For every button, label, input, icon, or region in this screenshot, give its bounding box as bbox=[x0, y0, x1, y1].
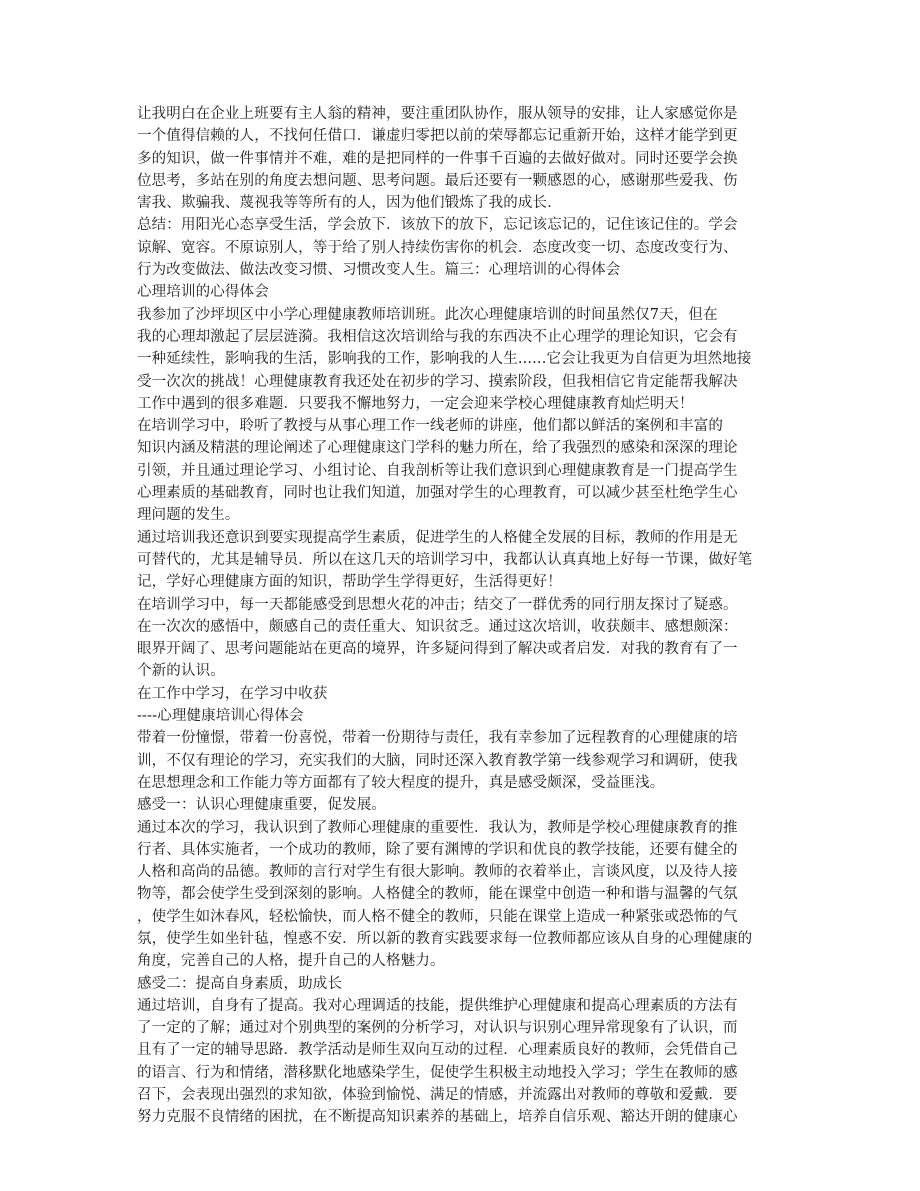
text-line: 在培训学习中，每一天都能感受到思想火花的冲击；结交了一群优秀的同行朋友探讨了疑惑。 bbox=[137, 596, 738, 613]
text-line: 氛，使学生如坐针毡，惶惑不安．所以新的教育实践要求每一位教师都应该从自身的心理健康的 bbox=[137, 930, 753, 947]
text-line: 一个值得信赖的人，不找何任借口．谦虚归零把以前的荣辱都忘记重新开始，这样才能学到更 bbox=[137, 128, 738, 145]
section-heading: 感受一：认识心理健康重要，促发展。 bbox=[137, 797, 387, 814]
text-line: 角度，完善自己的人格，提升自己的人格魅力。 bbox=[137, 953, 445, 970]
text-line: ，使学生如沐春风，轻松愉快，而人格不健全的教师，只能在课堂上造成一种紧张或恐怖的气 bbox=[137, 908, 738, 925]
text-line: 引领，并且通过理论学习、小组讨论、自我剖析等让我们意识到心理健康教育是一门提高学生 bbox=[137, 462, 738, 479]
text-line: 人格和高尚的品德。教师的言行对学生有很大影响。教师的衣着举止，言谈风度，以及待人接 bbox=[137, 864, 738, 881]
text-line: 行为改变做法、做法改变习惯、习惯改变人生。篇三：心理培训的心得体会 bbox=[137, 262, 621, 279]
text-line: 受一次次的挑战！心理健康教育我还处在初步的学习、摸索阶段，但我相信它肯定能帮我解决 bbox=[137, 373, 738, 390]
text-line: 通过培训，自身有了提高。我对心理调适的技能，提供维护心理健康和提高心理素质的方法有 bbox=[137, 997, 738, 1014]
section-heading: 感受二：提高自身素质，助成长 bbox=[137, 975, 343, 992]
text-line: 带着一份憧憬，带着一份喜悦，带着一份期待与责任，我有幸参加了远程教育的心理健康的培 bbox=[137, 730, 738, 747]
text-line: 一种延续性，影响我的生活，影响我的工作，影响我的人生......它会让我更为自信更为坦然地接 bbox=[137, 351, 752, 368]
text-line: 知识内涵及精湛的理论阐述了心理健康这门学科的魅力所在，给了我强烈的感染和深深的理论 bbox=[137, 440, 738, 457]
text-line: 在一次次的感悟中，颇感自己的责任重大、知识贫乏。通过这次培训，收获颇丰、感想颇深： bbox=[137, 618, 738, 635]
text-line: 我参加了沙坪坝区中小学心理健康教师培训班。此次心理健康培训的时间虽然仅7天，但在 bbox=[137, 306, 718, 323]
text-line: 位思考，多站在别的角度去想问题、思考问题。最后还要有一颗感恩的心，感谢那些爱我、伤 bbox=[137, 172, 738, 189]
text-line: 在培训学习中，聆听了教授与从事心理工作一线老师的讲座，他们都以鲜活的案例和丰富的 bbox=[137, 418, 723, 435]
text-line: 召下，会表现出强烈的求知欲，体验到愉悦、满足的情感，并流露出对教师的尊敬和爱戴．要 bbox=[137, 1087, 738, 1104]
section-title: 心理培训的心得体会 bbox=[137, 284, 269, 301]
text-line: 眼界开阔了、思考问题能站在更高的境界，许多疑问得到了解决或者启发．对我的教育有了一 bbox=[137, 641, 738, 658]
text-line: 理问题的发生。 bbox=[137, 507, 240, 524]
text-line: 记，学好心理健康方面的知识，帮助学生学得更好，生活得更好！ bbox=[137, 574, 562, 591]
text-line: 工作中遇到的很多难题．只要我不懈地努力，一定会迎来学校心理健康教育灿烂明天！ bbox=[137, 395, 694, 412]
text-line: 害我、欺骗我、蔑视我等等所有的人，因为他们锻炼了我的成长． bbox=[137, 195, 562, 212]
text-line: 可替代的，尤其是辅导员．所以在这几天的培训学习中，我都认认真真地上好每一节课，做好笔 bbox=[137, 551, 753, 568]
text-line: 通过本次的学习，我认识到了教师心理健康的重要性．我认为，教师是学校心理健康教育的推 bbox=[137, 819, 738, 836]
text-line: 且有了一定的辅导思路．教学活动是师生双向互动的过程．心理素质良好的教师，会凭借自己 bbox=[137, 1042, 738, 1059]
text-line: 训，不仅有理论的学习，充实我们的大脑，同时还深入教育教学第一线参观学习和调研，使我 bbox=[137, 752, 738, 769]
text-line: 谅解、宽容。不原谅别人，等于给了别人持续伤害你的机会．态度改变一切、态度改变行为、 bbox=[137, 239, 738, 256]
text-line: 物等，都会使学生受到深刻的影响。人格健全的教师，能在课堂中创造一种和谐与温馨的气氛 bbox=[137, 886, 738, 903]
text-line: 了一定的了解；通过对个别典型的案例的分析学习，对认识与识别心理异常现象有了认识，而 bbox=[137, 1020, 738, 1037]
section-subtitle: ----心理健康培训心得体会 bbox=[137, 708, 304, 725]
text-line: 行者、具体实施者，一个成功的教师，除了要有渊博的学识和优良的教学技能，还要有健全的 bbox=[137, 841, 738, 858]
text-line: 在思想理念和工作能力等方面都有了较大程度的提升，真是感受颇深，受益匪浅。 bbox=[137, 774, 665, 791]
section-title: 在工作中学习，在学习中收获 bbox=[137, 685, 328, 702]
text-line: 多的知识，做一件事情并不难，难的是把同样的一件事千百遍的去做好做对。同时还要学会换 bbox=[137, 150, 738, 167]
text-line: 个新的认识。 bbox=[137, 663, 225, 680]
text-line: 心理素质的基础教育，同时也让我们知道，加强对学生的心理教育，可以减少甚至杜绝学生心 bbox=[137, 485, 738, 502]
text-line: 总结：用阳光心态享受生活，学会放下．该放下的放下，忘记该忘记的，记住该记住的。学会 bbox=[137, 217, 738, 234]
text-line: 我的心理却激起了层层涟漪。我相信这次培训给与我的东西决不止心理学的理论知识，它会有 bbox=[137, 328, 738, 345]
text-line: 的语言、行为和情绪，潜移默化地感染学生，促使学生积极主动地投入学习；学生在教师的感 bbox=[137, 1064, 738, 1081]
text-line: 努力克服不良情绪的困扰，在不断提高知识素养的基础上，培养自信乐观、豁达开朗的健康心 bbox=[137, 1109, 738, 1126]
text-line: 通过培训我还意识到要实现提高学生素质，促进学生的人格健全发展的目标，教师的作用是无 bbox=[137, 529, 738, 546]
document-body bbox=[137, 103, 785, 1129]
text-line: 让我明白在企业上班要有主人翁的精神，要注重团队协作，服从领导的安排，让人家感觉你是 bbox=[137, 106, 738, 122]
